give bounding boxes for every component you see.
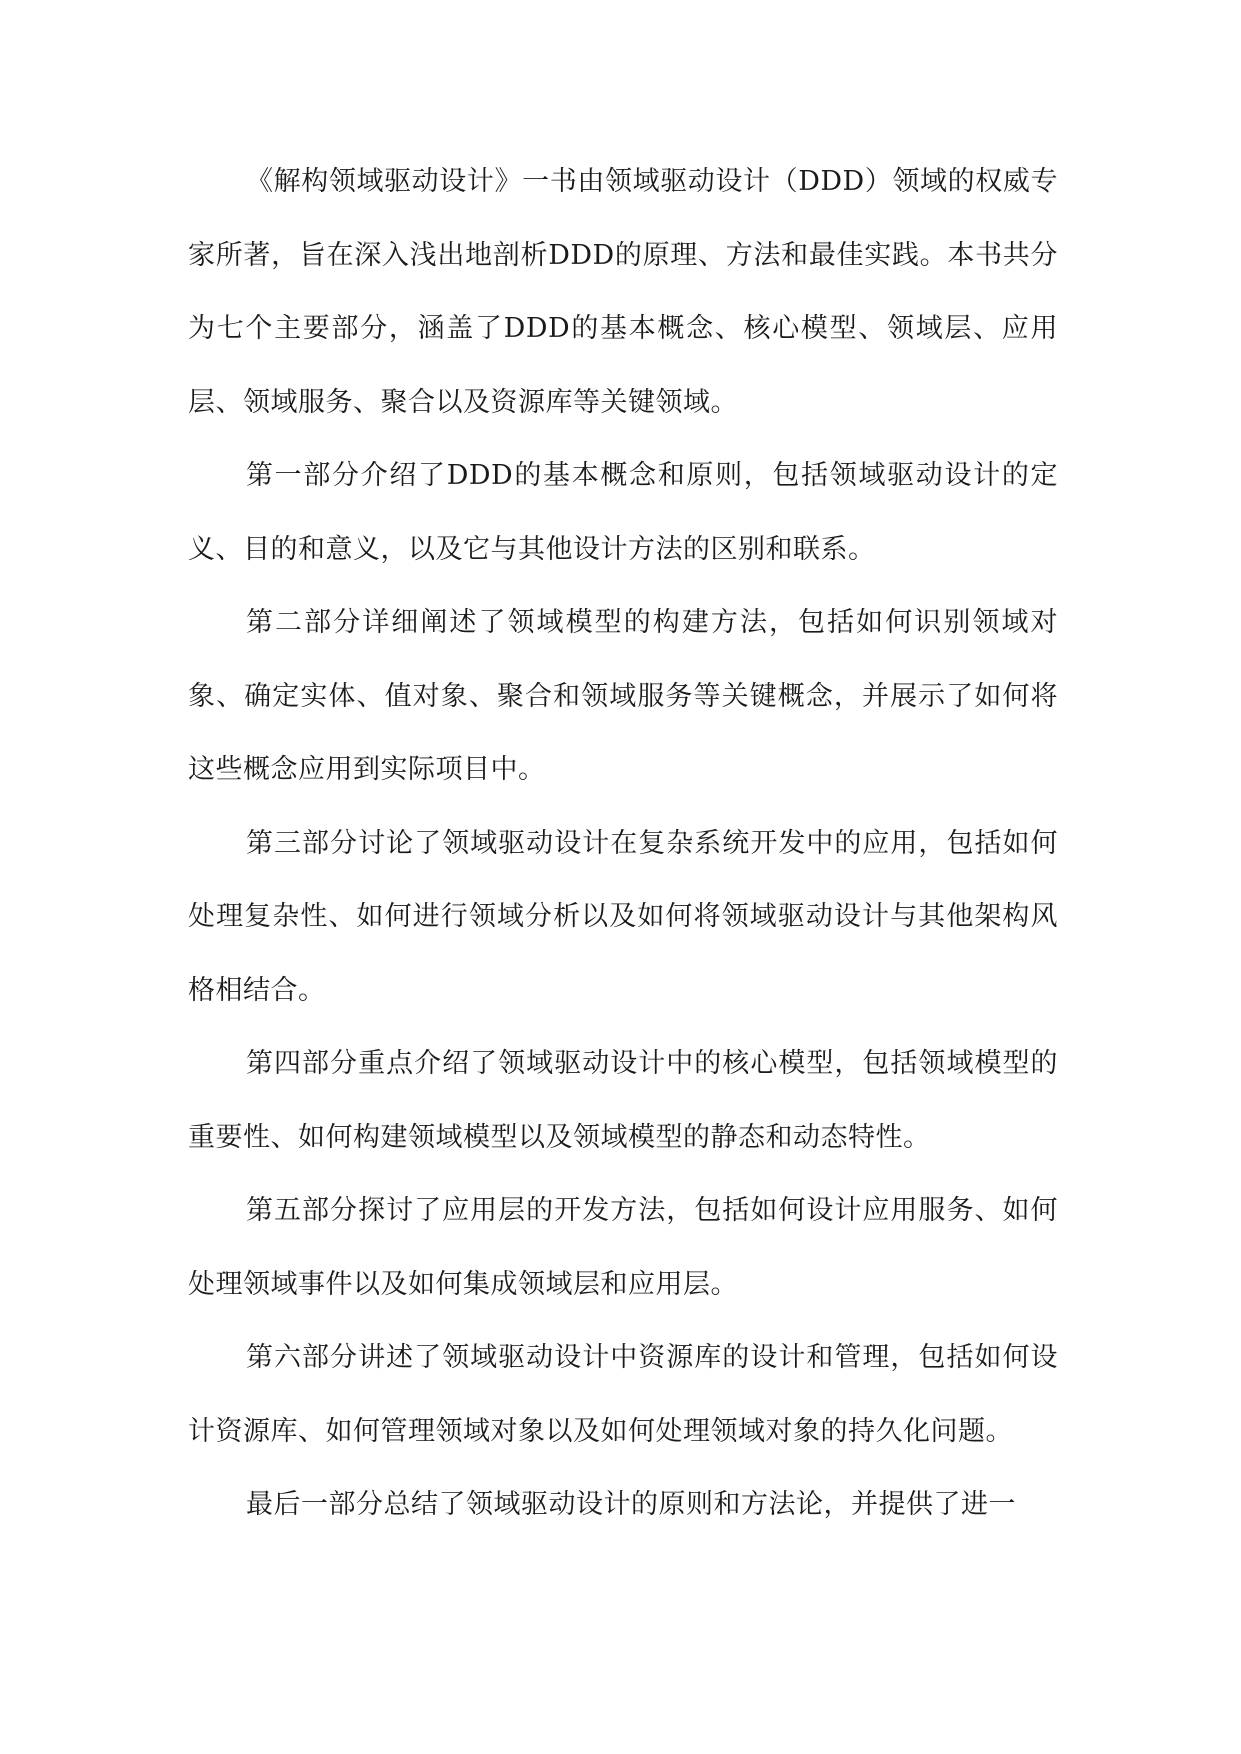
paragraph-part-three: 第三部分讨论了领域驱动设计在复杂系统开发中的应用，包括如何处理复杂性、如何进行领域分析以及如何将领域驱动设计与其他架构风格相结合。 xyxy=(188,827,1058,1006)
paragraph-intro: 《解构领域驱动设计》一书由领域驱动设计（DDD）领域的权威专家所著，旨在深入浅出地剖析DDD的原理、方法和最佳实践。本书共分为七个主要部分，涵盖了DDD的基本概念、核心模型、领域层、应用层、领域服务、聚合以及资源库等关键领域。 xyxy=(188,166,1058,418)
document-body xyxy=(188,145,1058,1542)
paragraph-final-part: 最后一部分总结了领域驱动设计的原则和方法论，并提供了进一 xyxy=(246,1489,1016,1520)
paragraph-part-six: 第六部分讲述了领域驱动设计中资源库的设计和管理，包括如何设计资源库、如何管理领域对象以及如何处理领域对象的持久化问题。 xyxy=(188,1342,1058,1447)
paragraph-part-four: 第四部分重点介绍了领域驱动设计中的核心模型，包括领域模型的重要性、如何构建领域模型以及领域模型的静态和动态特性。 xyxy=(188,1048,1058,1153)
paragraph-part-one: 第一部分介绍了DDD的基本概念和原则，包括领域驱动设计的定义、目的和意义，以及它与其他设计方法的区别和联系。 xyxy=(188,460,1058,565)
paragraph-part-two: 第二部分详细阐述了领域模型的构建方法，包括如何识别领域对象、确定实体、值对象、聚合和领域服务等关键概念，并展示了如何将这些概念应用到实际项目中。 xyxy=(188,607,1058,785)
paragraph-part-five: 第五部分探讨了应用层的开发方法，包括如何设计应用服务、如何处理领域事件以及如何集成领域层和应用层。 xyxy=(188,1195,1058,1300)
